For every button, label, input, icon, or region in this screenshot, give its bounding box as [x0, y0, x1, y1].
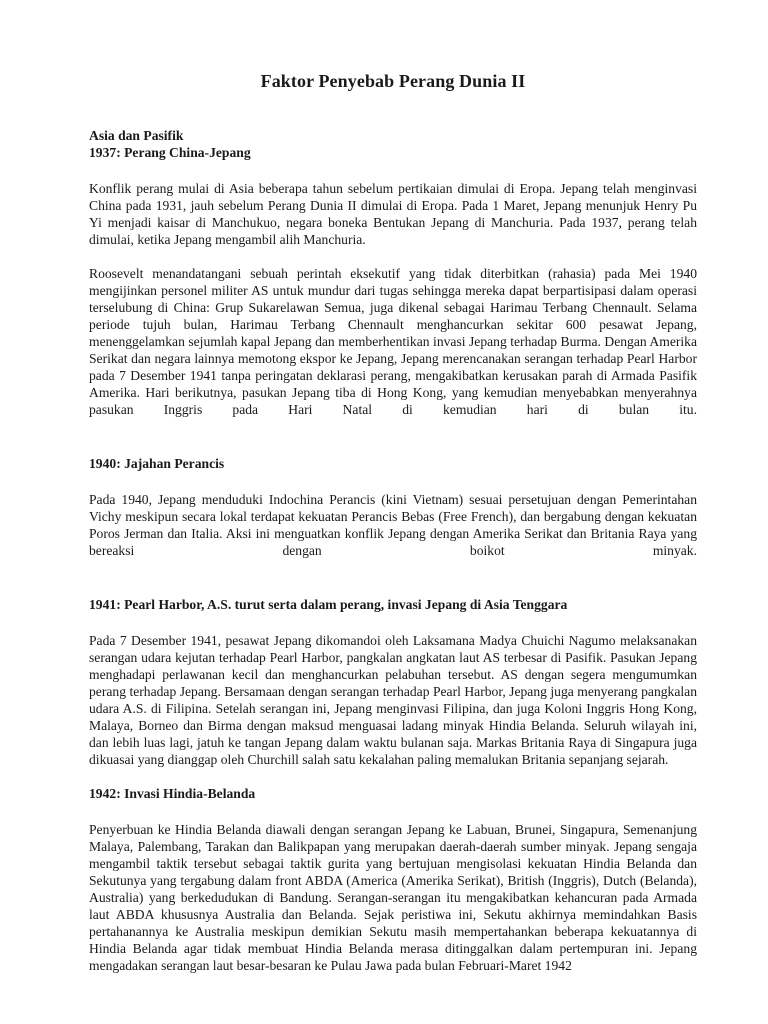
section-heading-1937: 1937: Perang China-Jepang: [89, 145, 251, 160]
document-body: [89, 127, 697, 974]
paragraph-1941-1: Pada 7 Desember 1941, pesawat Jepang dikomandoi oleh Laksamana Madya Chuichi Nagumo melaksanakan serangan udara kejutan terhadap Pearl Harbor, pangkalan angkatan laut AS terbesar di Pasifik. Pasukan Jepang menghadapi perlawanan kecil dan menghancurkan pelabuhan tersebut. AS dengan segera mengumumkan perang terhadap Jepang. Bersamaan dengan serangan terhadap Pearl Harbor, Jepang juga menyerang pangkalan udara A.S. di Filipina. Setelah serangan ini, Jepang menginvasi Filipina, dan juga Koloni Inggris Hong Kong, Malaya, Borneo dan Birma dengan maksud menguasai ladang minyak Hindia Belanda. Seluruh wilayah ini, dan lebih luas lagi, jatuh ke tangan Jepang dalam waktu bulanan saja. Markas Britania Raya di Singapura juga dikuasai yang dianggap oleh Churchill salah satu kekalahan paling memalukan Britania sepanjang sejarah.: [89, 633, 697, 767]
paragraph-1937-1: Konflik perang mulai di Asia beberapa tahun sebelum pertikaian dimulai di Eropa. Jepang telah menginvasi China pada 1931, jauh sebelum Perang Dunia II dimulai di Eropa. Pada 1 Maret, Jepang menunjuk Henry Pu Yi menjadi kaisar di Manchukuo, negara boneka Bentukan Jepang di Manchuria. Pada 1937, perang telah dimulai, ketika Jepang mengambil alih Manchuria.: [89, 181, 697, 247]
paragraph-1940-1: Pada 1940, Jepang menduduki Indochina Perancis (kini Vietnam) sesuai persetujuan dengan Pemerintahan Vichy meskipun secara lokal terdapat kekuatan Perancis Bebas (Free French), dan bergabung dengan kekuatan Poros Jerman dan Italia. Aksi ini menguatkan konflik Jepang dengan Amerika Serikat dan Britania Raya yang bereaksi dengan boikot minyak.: [89, 492, 697, 558]
region-heading: Asia dan Pasifik: [89, 128, 184, 143]
section-heading-1941: 1941: Pearl Harbor, A.S. turut serta dalam perang, invasi Jepang di Asia Tenggara: [89, 597, 568, 612]
paragraph-1942-1: Penyerbuan ke Hindia Belanda diawali dengan serangan Jepang ke Labuan, Brunei, Singapura, Semenanjung Malaya, Palembang, Tarakan dan Balikpapan yang merupakan daerah-daerah sumber minyak. Jepang sengaja mengambil taktik tersebut sebagai taktik gurita yang bertujuan mengisolasi kekuatan Hindia Belanda dan Sekutunya yang tergabung dalam front ABDA (America (Amerika Serikat), British (Inggris), Dutch (Belanda), Australia) yang berkedudukan di Bandung. Serangan-serangan itu mengakibatkan kehancuran pada Armada laut ABDA khususnya Australia dan Belanda. Sejak peristiwa ini, Sekutu akhirnya memindahkan Basis pertahanannya ke Australia meskipun demikian Sekutu masih mempertahankan beberapa kekuatannya di Hindia Belanda agar tidak membuat Hindia Belanda merasa ditinggalkan dalam pertempuran ini. Jepang mengadakan serangan laut besar-besaran ke Pulau Jawa pada bulan Februari-Maret 1942: [89, 822, 697, 973]
document-title: Faktor Penyebab Perang Dunia II: [260, 71, 526, 91]
section-heading-1942: 1942: Invasi Hindia-Belanda: [89, 786, 256, 801]
paragraph-1937-2: Roosevelt menandatangani sebuah perintah eksekutif yang tidak diterbitkan (rahasia) pada Mei 1940 mengijinkan personel militer AS untuk mundur dari tugas sehingga mereka dapat berpartisipasi dalam operasi terselubung di China: Grup Sukarelawan Semua, juga dikenal sebagai Harimau Terbang Chennault. Selama periode tujuh bulan, Harimau Terbang Chennault menghancurkan sekitar 600 pesawat Jepang, menenggelamkan sejumlah kapal Jepang dan memberhentikan invasi Jepang terhadap Burma. Dengan Amerika Serikat dan negara lainnya memotong ekspor ke Jepang, Jepang merencanakan serangan terhadap Pearl Harbor pada 7 Desember 1941 tanpa peringatan deklarasi perang, mengakibatkan kerusakan parah di Armada Pasifik Amerika. Hari berikutnya, pasukan Jepang tiba di Hong Kong, yang kemudian menyebabkan menyerahnya pasukan Inggris pada Hari Natal di kemudian hari di bulan itu.: [89, 266, 697, 417]
section-heading-1940: 1940: Jajahan Perancis: [89, 456, 225, 471]
